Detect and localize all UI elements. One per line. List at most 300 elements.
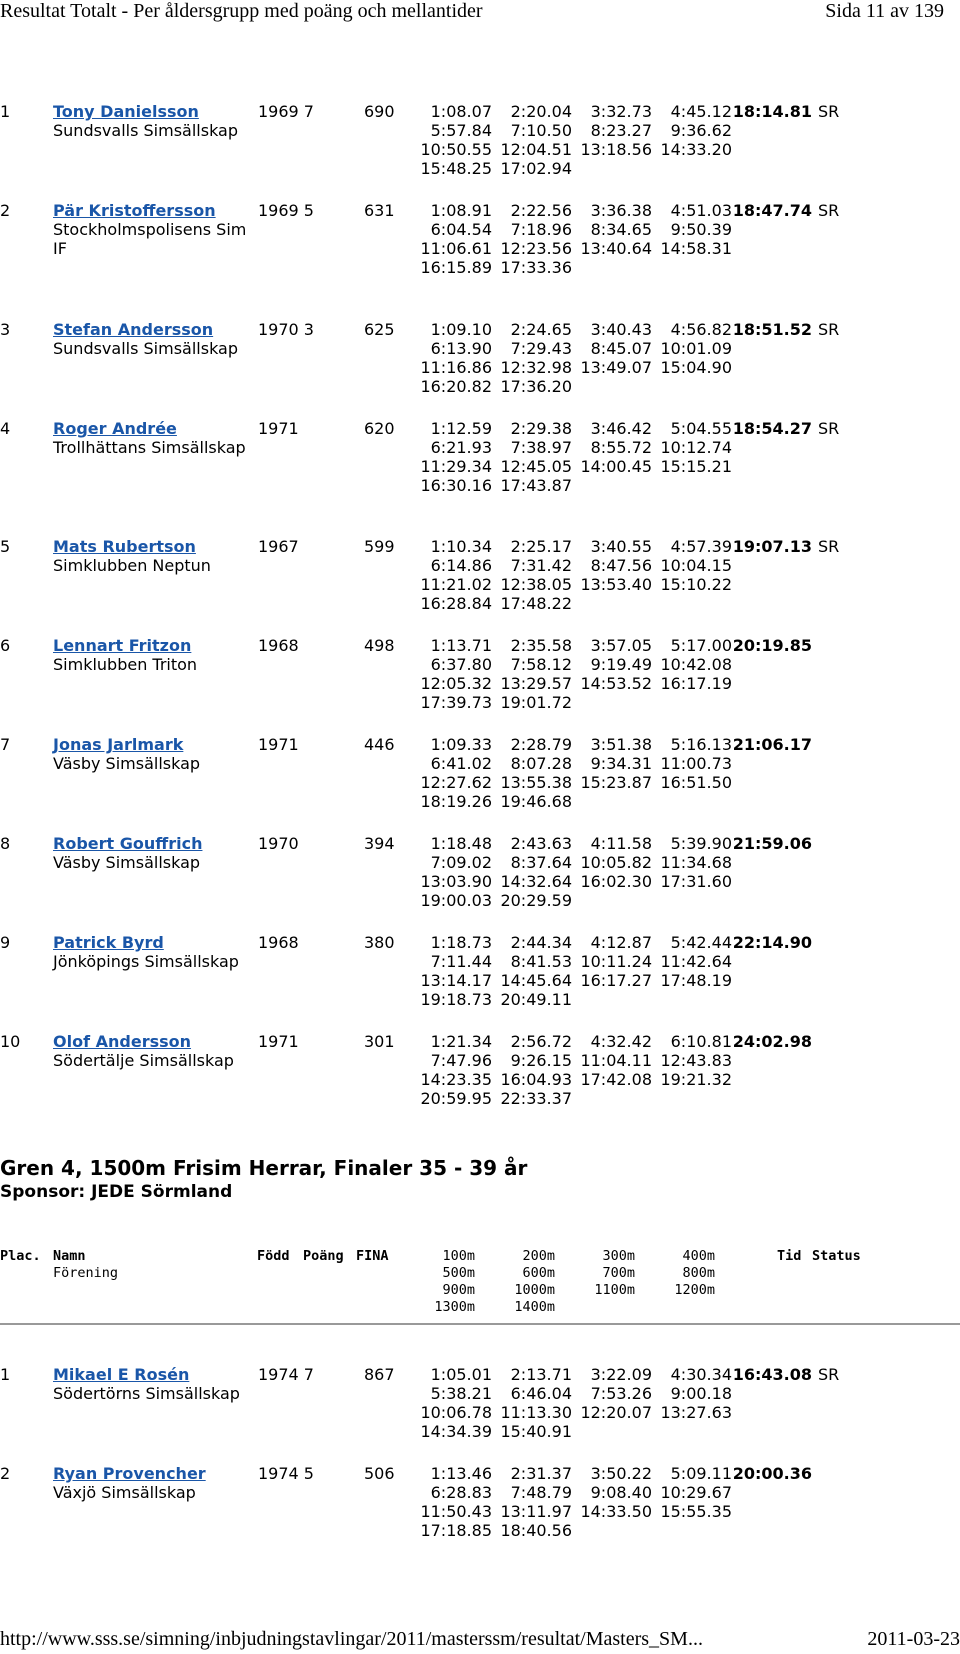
split-time: 7:53.26: [590, 1384, 652, 1403]
split-time: 19:18.73: [420, 990, 492, 1009]
split-time: 1:05.01: [430, 1365, 492, 1384]
split-row: [412, 140, 848, 159]
split-row: [412, 933, 812, 952]
split-row: [412, 693, 812, 712]
split-row: [412, 735, 812, 754]
status-badge: SR: [818, 1365, 840, 1384]
split-time: 11:13.30: [500, 1403, 572, 1422]
split-time: 11:04.11: [580, 1051, 652, 1070]
split-row: [412, 419, 848, 438]
athlete-name-link[interactable]: Pär Kristoffersson: [53, 201, 216, 220]
split-time: 5:17.00: [670, 636, 732, 655]
split-time: 7:09.02: [430, 853, 492, 872]
points: 498: [364, 636, 395, 655]
col-plac: Plac.: [0, 1248, 41, 1264]
footer-date: 2011-03-23: [867, 1628, 960, 1650]
status-badge: SR: [818, 320, 840, 339]
split-row: [412, 320, 848, 339]
split-time: 7:29.43: [510, 339, 572, 358]
split-row: [412, 990, 812, 1009]
split-time: 11:34.68: [660, 853, 732, 872]
split-time: 11:06.61: [420, 239, 492, 258]
split-row: [412, 1464, 812, 1483]
split-time: 6:21.93: [430, 438, 492, 457]
split-time: 6:28.83: [430, 1483, 492, 1502]
split-time: 15:40.91: [500, 1422, 572, 1441]
split-time: 7:48.79: [510, 1483, 572, 1502]
athlete-name-link[interactable]: Lennart Fritzon: [53, 636, 192, 655]
split-header: 800m: [682, 1265, 715, 1281]
split-time: 14:33.20: [660, 140, 732, 159]
split-row: [412, 792, 812, 811]
split-time: 16:30.16: [420, 476, 492, 495]
split-time: 10:50.55: [420, 140, 492, 159]
split-time: 17:33.36: [500, 258, 572, 277]
points: 446: [364, 735, 395, 754]
points: 394: [364, 834, 395, 853]
split-time: 17:48.22: [500, 594, 572, 613]
place: 6: [0, 636, 11, 655]
split-row: [412, 872, 812, 891]
split-time: 19:46.68: [500, 792, 572, 811]
page-number: Sida 11 av 139: [825, 0, 944, 22]
split-times: [412, 201, 848, 277]
col-status: Status: [812, 1248, 861, 1264]
place: 2: [0, 201, 11, 220]
split-time: 4:57.39: [670, 537, 732, 556]
split-time: 12:04.51: [500, 140, 572, 159]
athlete: [53, 1464, 253, 1502]
split-time: 13:27.63: [660, 1403, 732, 1422]
page-header: [0, 0, 960, 28]
athlete: [53, 933, 253, 971]
split-time: 8:23.27: [590, 121, 652, 140]
split-time: 7:47.96: [430, 1051, 492, 1070]
split-time: 15:15.21: [660, 457, 732, 476]
split-time: 15:55.35: [660, 1502, 732, 1521]
club-name: Växjö Simsällskap: [53, 1483, 196, 1502]
split-times: [412, 834, 812, 910]
split-row: [412, 102, 848, 121]
final-time: 21:06.17: [732, 735, 812, 754]
col-tid: Tid: [777, 1248, 802, 1264]
club-name: Jönköpings Simsällskap: [53, 952, 239, 971]
split-time: 1:21.34: [430, 1032, 492, 1051]
split-time: 13:55.38: [500, 773, 572, 792]
split-header: 600m: [522, 1265, 555, 1281]
split-row: [412, 377, 848, 396]
status-badge: SR: [818, 102, 840, 121]
split-row: [412, 773, 812, 792]
split-time: 7:31.42: [510, 556, 572, 575]
split-time: 17:43.87: [500, 476, 572, 495]
split-times: [412, 1365, 848, 1441]
split-time: 16:28.84: [420, 594, 492, 613]
split-time: 4:56.82: [670, 320, 732, 339]
split-row: [412, 476, 848, 495]
col-namn: Namn: [53, 1248, 86, 1264]
split-time: 17:18.85: [420, 1521, 492, 1540]
split-time: 14:00.45: [580, 457, 652, 476]
place: 7: [0, 735, 11, 754]
split-time: 8:34.65: [590, 220, 652, 239]
split-row: [412, 339, 848, 358]
split-row: [412, 159, 848, 178]
split-row: [412, 121, 848, 140]
split-times: [412, 933, 812, 1009]
split-time: 9:36.62: [670, 121, 732, 140]
split-time: 9:08.40: [590, 1483, 652, 1502]
birth-year: 1967: [258, 537, 299, 556]
place: 5: [0, 537, 11, 556]
split-time: 2:22.56: [510, 201, 572, 220]
final-time: 21:59.06: [732, 834, 812, 853]
split-time: 8:41.53: [510, 952, 572, 971]
final-time: 16:43.08: [732, 1365, 812, 1384]
split-row: [412, 834, 812, 853]
col-forening: Förening: [53, 1265, 119, 1281]
split-time: 13:29.57: [500, 674, 572, 693]
athlete: [53, 419, 253, 457]
split-row: [412, 952, 812, 971]
split-time: 9:26.15: [510, 1051, 572, 1070]
split-time: 15:23.87: [580, 773, 652, 792]
split-time: 7:38.97: [510, 438, 572, 457]
split-time: 5:42.44: [670, 933, 732, 952]
document-title: Resultat Totalt - Per åldersgrupp med poäng och mellantider: [0, 0, 483, 22]
split-header: 200m: [522, 1248, 555, 1264]
split-time: 12:43.83: [660, 1051, 732, 1070]
birth-year: 1971: [258, 419, 299, 438]
split-time: 12:27.62: [420, 773, 492, 792]
birth-year: 1971: [258, 1032, 299, 1051]
split-time: 17:02.94: [500, 159, 572, 178]
split-time: 10:06.78: [420, 1403, 492, 1422]
club-name: Stockholmspolisens Sim IF: [53, 220, 247, 258]
split-times: [412, 1464, 812, 1540]
split-row: [412, 971, 812, 990]
split-time: 9:19.49: [590, 655, 652, 674]
athlete-name-link[interactable]: Jonas Jarlmark: [53, 735, 184, 754]
split-row: [412, 556, 848, 575]
split-row: [412, 636, 812, 655]
athlete: [53, 1365, 253, 1403]
place: 3: [0, 320, 11, 339]
split-time: 5:09.11: [670, 1464, 732, 1483]
split-header: 1000m: [514, 1282, 555, 1298]
split-time: 5:39.90: [670, 834, 732, 853]
split-time: 2:25.17: [510, 537, 572, 556]
birth-year: 1974 5: [258, 1464, 314, 1483]
split-row: [412, 358, 848, 377]
split-time: 8:55.72: [590, 438, 652, 457]
split-time: 1:13.71: [430, 636, 492, 655]
split-time: 11:00.73: [660, 754, 732, 773]
split-time: 12:32.98: [500, 358, 572, 377]
split-time: 8:37.64: [510, 853, 572, 872]
split-time: 6:41.02: [430, 754, 492, 773]
split-time: 2:24.65: [510, 320, 572, 339]
split-time: 13:11.97: [500, 1502, 572, 1521]
split-time: 3:36.38: [590, 201, 652, 220]
split-time: 7:18.96: [510, 220, 572, 239]
split-row: [412, 438, 848, 457]
split-time: 12:05.32: [420, 674, 492, 693]
split-row: [412, 594, 848, 613]
split-time: 16:51.50: [660, 773, 732, 792]
split-time: 12:45.05: [500, 457, 572, 476]
final-time: 18:51.52: [732, 320, 812, 339]
col-poang: Poäng: [303, 1248, 344, 1264]
split-time: 13:18.56: [580, 140, 652, 159]
split-header: 300m: [602, 1248, 635, 1264]
split-header: 1400m: [514, 1299, 555, 1315]
athlete-name-link[interactable]: Ryan Provencher: [53, 1464, 206, 1483]
split-time: 18:40.56: [500, 1521, 572, 1540]
split-times: [412, 419, 848, 495]
athlete-name-link[interactable]: Mikael E Rosén: [53, 1365, 190, 1384]
split-time: 2:35.58: [510, 636, 572, 655]
split-time: 6:46.04: [510, 1384, 572, 1403]
split-row: [412, 1032, 812, 1051]
split-time: 19:00.03: [420, 891, 492, 910]
split-time: 14:34.39: [420, 1422, 492, 1441]
split-time: 1:09.33: [430, 735, 492, 754]
athlete-name-link[interactable]: Roger Andrée: [53, 419, 177, 438]
place: 4: [0, 419, 11, 438]
final-time: 24:02.98: [732, 1032, 812, 1051]
split-row: [412, 1089, 812, 1108]
split-time: 11:16.86: [420, 358, 492, 377]
split-time: 20:59.95: [420, 1089, 492, 1108]
split-header: 500m: [442, 1265, 475, 1281]
split-time: 16:20.82: [420, 377, 492, 396]
split-row: [412, 575, 848, 594]
split-time: 10:12.74: [660, 438, 732, 457]
split-time: 1:08.91: [430, 201, 492, 220]
place: 9: [0, 933, 11, 952]
athlete-name-link[interactable]: Tony Danielsson: [53, 102, 199, 121]
split-time: 4:11.58: [590, 834, 652, 853]
athlete: [53, 1032, 253, 1070]
athlete: [53, 537, 253, 575]
split-header: 700m: [602, 1265, 635, 1281]
final-time: 18:14.81: [732, 102, 812, 121]
split-times: [412, 1032, 812, 1108]
athlete-name-link[interactable]: Olof Andersson: [53, 1032, 192, 1051]
split-time: 16:17.27: [580, 971, 652, 990]
split-time: 11:29.34: [420, 457, 492, 476]
split-time: 7:58.12: [510, 655, 572, 674]
split-time: 1:18.73: [430, 933, 492, 952]
split-time: 14:58.31: [660, 239, 732, 258]
split-time: 19:01.72: [500, 693, 572, 712]
split-time: 1:13.46: [430, 1464, 492, 1483]
split-time: 11:42.64: [660, 952, 732, 971]
birth-year: 1968: [258, 636, 299, 655]
split-header: 900m: [442, 1282, 475, 1298]
split-time: 15:04.90: [660, 358, 732, 377]
points: 599: [364, 537, 395, 556]
points: 631: [364, 201, 395, 220]
split-time: 3:32.73: [590, 102, 652, 121]
final-time: 20:19.85: [732, 636, 812, 655]
split-time: 3:40.55: [590, 537, 652, 556]
birth-year: 1970: [258, 834, 299, 853]
split-time: 10:05.82: [580, 853, 652, 872]
split-row: [412, 1483, 812, 1502]
split-time: 17:31.60: [660, 872, 732, 891]
split-time: 10:29.67: [660, 1483, 732, 1502]
split-row: [412, 1051, 812, 1070]
split-time: 2:13.71: [510, 1365, 572, 1384]
birth-year: 1970 3: [258, 320, 314, 339]
split-time: 5:04.55: [670, 419, 732, 438]
final-time: 20:00.36: [732, 1464, 812, 1483]
split-time: 5:16.13: [670, 735, 732, 754]
club-name: Väsby Simsällskap: [53, 853, 201, 872]
status-badge: SR: [818, 419, 840, 438]
split-time: 11:21.02: [420, 575, 492, 594]
split-time: 15:10.22: [660, 575, 732, 594]
split-time: 7:11.44: [430, 952, 492, 971]
split-row: [412, 655, 812, 674]
split-time: 10:42.08: [660, 655, 732, 674]
points: 380: [364, 933, 395, 952]
split-time: 16:04.93: [500, 1070, 572, 1089]
split-time: 17:48.19: [660, 971, 732, 990]
birth-year: 1968: [258, 933, 299, 952]
split-time: 1:12.59: [430, 419, 492, 438]
split-time: 13:40.64: [580, 239, 652, 258]
col-fodd: Född: [257, 1248, 290, 1264]
split-row: [412, 1422, 848, 1441]
split-time: 2:31.37: [510, 1464, 572, 1483]
split-time: 4:12.87: [590, 933, 652, 952]
split-time: 20:29.59: [500, 891, 572, 910]
split-time: 6:10.81: [670, 1032, 732, 1051]
split-time: 1:18.48: [430, 834, 492, 853]
split-time: 16:02.30: [580, 872, 652, 891]
split-time: 13:14.17: [420, 971, 492, 990]
split-time: 4:45.12: [670, 102, 732, 121]
split-time: 1:08.07: [430, 102, 492, 121]
split-time: 3:22.09: [590, 1365, 652, 1384]
split-time: 9:34.31: [590, 754, 652, 773]
split-row: [412, 1403, 848, 1422]
points: 690: [364, 102, 395, 121]
split-time: 5:38.21: [430, 1384, 492, 1403]
split-time: 2:29.38: [510, 419, 572, 438]
points: 867: [364, 1365, 395, 1384]
split-row: [412, 1384, 848, 1403]
split-time: 2:20.04: [510, 102, 572, 121]
split-time: 2:56.72: [510, 1032, 572, 1051]
split-time: 14:45.64: [500, 971, 572, 990]
final-time: 19:07.13: [732, 537, 812, 556]
split-time: 11:50.43: [420, 1502, 492, 1521]
athlete-name-link[interactable]: Stefan Andersson: [53, 320, 214, 339]
athlete-name-link[interactable]: Mats Rubertson: [53, 537, 196, 556]
split-time: 3:51.38: [590, 735, 652, 754]
split-time: 6:37.80: [430, 655, 492, 674]
club-name: Södertälje Simsällskap: [53, 1051, 234, 1070]
club-name: Sundsvalls Simsällskap: [53, 121, 239, 140]
divider: [0, 1323, 960, 1325]
final-time: 18:47.74: [732, 201, 812, 220]
split-row: [412, 239, 848, 258]
split-time: 14:33.50: [580, 1502, 652, 1521]
club-name: Sundsvalls Simsällskap: [53, 339, 239, 358]
athlete-name-link[interactable]: Robert Gouffrich: [53, 834, 203, 853]
split-time: 13:49.07: [580, 358, 652, 377]
split-times: [412, 320, 848, 396]
split-time: 13:53.40: [580, 575, 652, 594]
split-row: [412, 1502, 812, 1521]
split-time: 9:00.18: [670, 1384, 732, 1403]
split-time: 3:46.42: [590, 419, 652, 438]
points: 506: [364, 1464, 395, 1483]
split-time: 8:47.56: [590, 556, 652, 575]
split-time: 12:23.56: [500, 239, 572, 258]
split-time: 13:03.90: [420, 872, 492, 891]
split-time: 22:33.37: [500, 1089, 572, 1108]
split-row: [412, 537, 848, 556]
split-row: [412, 1365, 848, 1384]
split-time: 15:48.25: [420, 159, 492, 178]
athlete-name-link[interactable]: Patrick Byrd: [53, 933, 164, 952]
split-time: 3:40.43: [590, 320, 652, 339]
birth-year: 1969 5: [258, 201, 314, 220]
place: 10: [0, 1032, 21, 1051]
split-row: [412, 258, 848, 277]
split-time: 5:57.84: [430, 121, 492, 140]
split-time: 6:14.86: [430, 556, 492, 575]
split-header: 1100m: [594, 1282, 635, 1298]
birth-year: 1971: [258, 735, 299, 754]
final-time: 22:14.90: [732, 933, 812, 952]
split-header: 1200m: [674, 1282, 715, 1298]
split-time: 12:38.05: [500, 575, 572, 594]
split-header: 100m: [442, 1248, 475, 1264]
athlete: [53, 735, 253, 773]
split-time: 3:50.22: [590, 1464, 652, 1483]
athlete: [53, 201, 253, 258]
split-row: [412, 1521, 812, 1540]
split-time: 17:36.20: [500, 377, 572, 396]
split-time: 6:13.90: [430, 339, 492, 358]
split-times: [412, 537, 848, 613]
athlete: [53, 102, 253, 140]
athlete: [53, 320, 253, 358]
split-time: 9:50.39: [670, 220, 732, 239]
club-name: Södertörns Simsällskap: [53, 1384, 240, 1403]
split-time: 14:32.64: [500, 872, 572, 891]
club-name: Simklubben Triton: [53, 655, 198, 674]
split-time: 20:49.11: [500, 990, 572, 1009]
split-header: 400m: [682, 1248, 715, 1264]
split-times: [412, 636, 812, 712]
club-name: Trollhättans Simsällskap: [53, 438, 246, 457]
club-name: Simklubben Neptun: [53, 556, 211, 575]
split-times: [412, 102, 848, 178]
split-time: 1:10.34: [430, 537, 492, 556]
split-row: [412, 201, 848, 220]
split-time: 2:43.63: [510, 834, 572, 853]
birth-year: 1974 7: [258, 1365, 314, 1384]
club-name: Väsby Simsällskap: [53, 754, 201, 773]
split-time: 14:23.35: [420, 1070, 492, 1089]
